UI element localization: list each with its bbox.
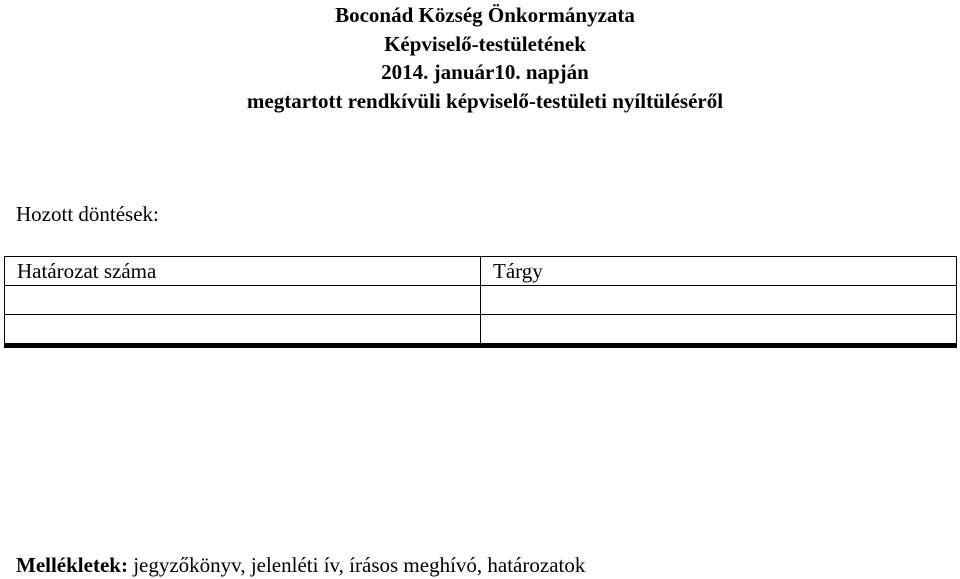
- attachments-list: jegyzőkönyv, jelenléti ív, írásos meghívó, határozatok: [127, 553, 586, 577]
- meeting-date: 2014. január10. napján: [381, 60, 589, 84]
- column-header-resolution-number: Határozat száma: [5, 257, 481, 286]
- meeting-description: megtartott rendkívüli képviselő-testületi nyíltüléséről: [246, 88, 724, 113]
- document-header: [0, 0, 960, 115]
- table-cell: [5, 286, 481, 315]
- table-cell: [5, 315, 481, 346]
- table-row: [5, 315, 957, 346]
- municipality-name: Boconád Község Önkormányzata: [335, 3, 635, 27]
- table-cell: [481, 315, 957, 346]
- decisions-table: [4, 256, 957, 348]
- body-name: Képviselő-testületének: [384, 31, 586, 56]
- attachments-label: Mellékletek:: [16, 553, 128, 577]
- table-row: [5, 286, 957, 315]
- column-header-subject: Tárgy: [481, 257, 957, 286]
- attachments-line: [16, 551, 585, 579]
- table-cell: [481, 286, 957, 315]
- table-header-row: [5, 257, 957, 286]
- decisions-heading: Hozott döntések:: [16, 202, 159, 226]
